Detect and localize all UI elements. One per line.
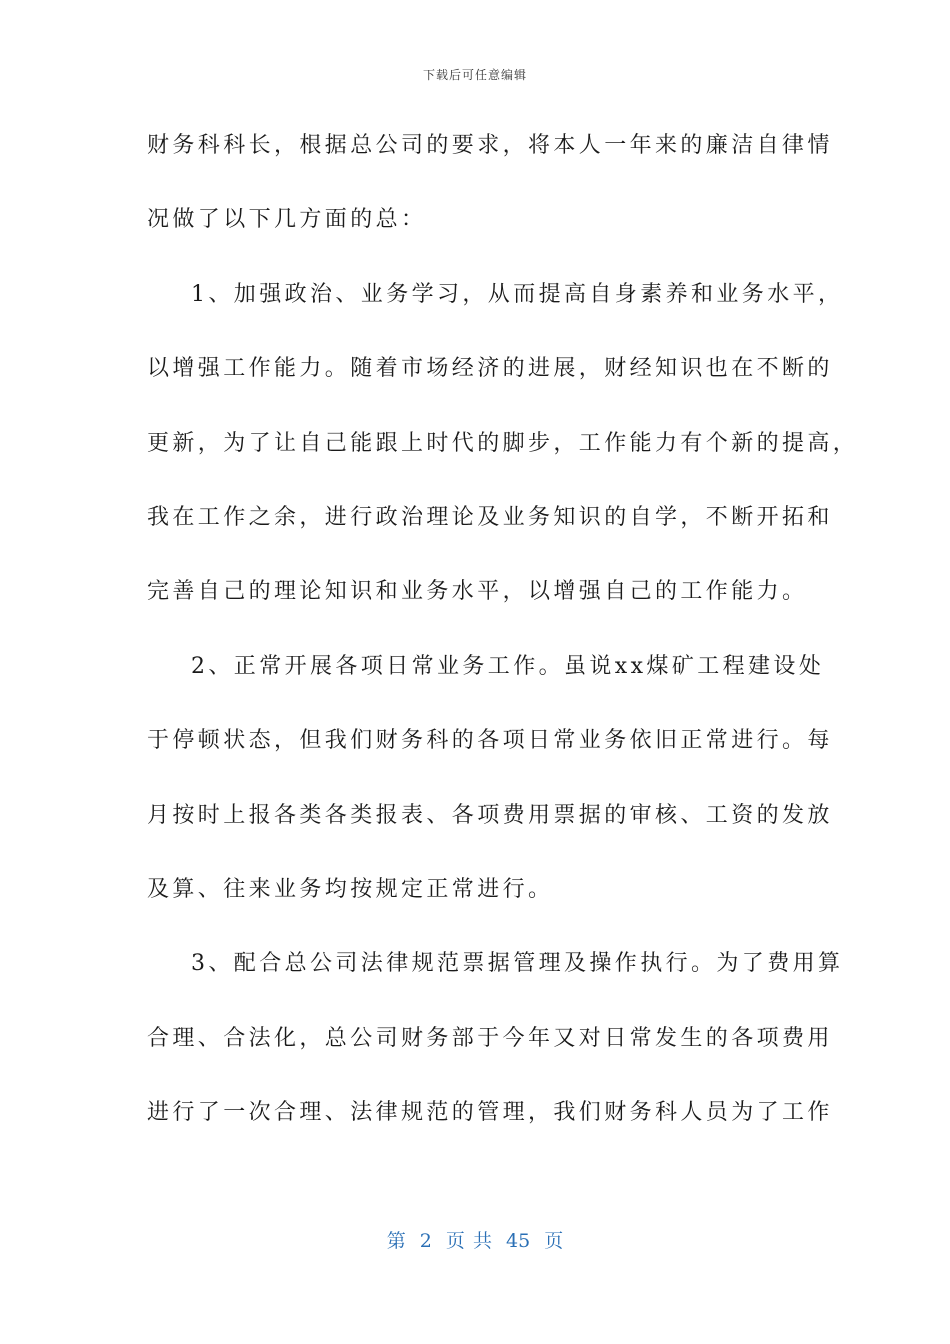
total-page-count: 45 — [506, 1230, 531, 1252]
page-number-footer — [0, 1226, 950, 1253]
header-note: 下载后可任意编辑 — [422, 68, 527, 82]
body-line: 月按时上报各类各类报表、各项费用票据的审核、工资的发放 — [147, 802, 833, 828]
body-line: 况做了以下几方面的总： — [147, 207, 427, 233]
body-line: 财务科科长，根据总公司的要求，将本人一年来的廉洁自律情 — [147, 133, 833, 158]
document-body — [147, 120, 859, 1161]
body-line: 2、正常开展各项日常业务工作。虽说xx煤矿工程建设处 — [191, 653, 825, 679]
footer-middle: 页 共 — [445, 1230, 492, 1252]
body-line: 完善自己的理论知识和业务水平，以增强自己的工作能力。 — [147, 579, 808, 605]
body-line: 更新，为了让自己能跟上时代的脚步，工作能力有个新的提高， — [147, 430, 859, 456]
body-line: 于停顿状态，但我们财务科的各项日常业务依旧正常进行。每 — [147, 728, 833, 754]
body-line: 3、配合总公司法律规范票据管理及操作执行。为了费用算 — [191, 951, 844, 977]
body-line: 1、加强政治、业务学习，从而提高自身素养和业务水平， — [191, 281, 844, 307]
body-line: 我在工作之余，进行政治理论及业务知识的自学，不断开拓和 — [147, 504, 833, 530]
body-line: 及算、往来业务均按规定正常进行。 — [147, 876, 554, 902]
footer-prefix: 第 — [386, 1230, 406, 1252]
body-line: 合理、合法化，总公司财务部于今年又对日常发生的各项费用 — [147, 1025, 833, 1051]
current-page-number: 2 — [419, 1230, 432, 1252]
footer-suffix: 页 — [544, 1230, 564, 1252]
body-line: 以增强工作能力。随着市场经济的进展，财经知识也在不断的 — [147, 356, 833, 382]
body-line: 进行了一次合理、法律规范的管理，我们财务科人员为了工作 — [147, 1100, 833, 1126]
